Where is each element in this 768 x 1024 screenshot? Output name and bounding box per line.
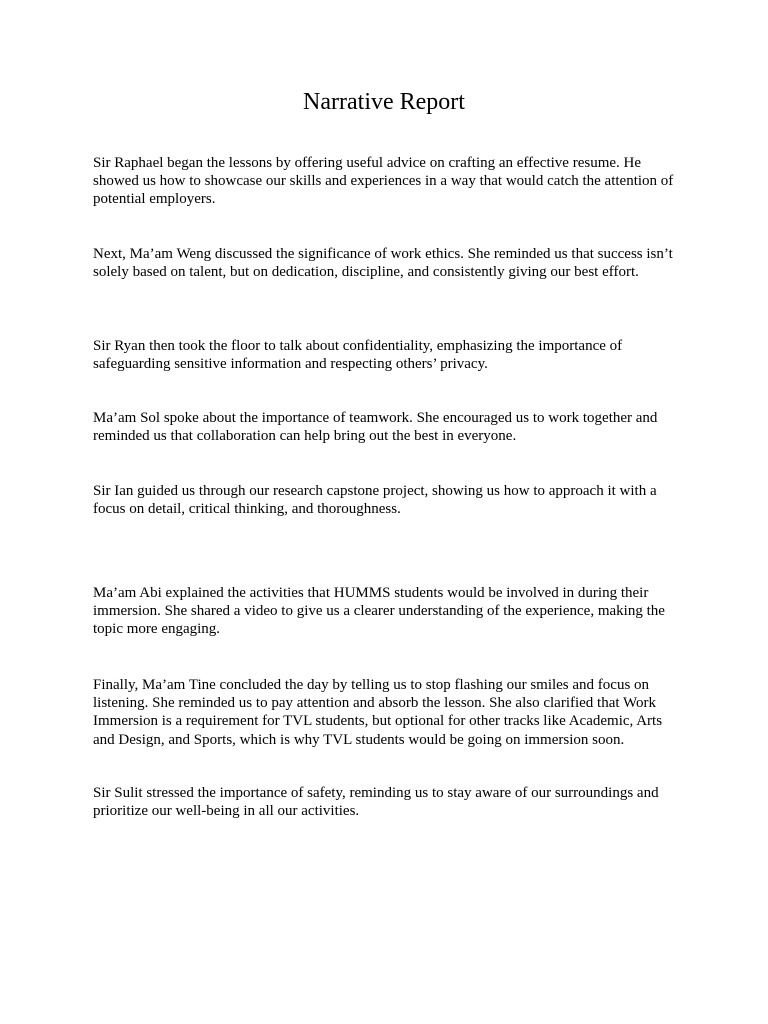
- paragraph-confidentiality: Sir Ryan then took the floor to talk about confidentiality, emphasizing the importance of safeguarding sensitive information and respecting others’ privacy.: [93, 338, 623, 373]
- paragraph-work-ethics: Next, Ma’am Weng discussed the significance of work ethics. She reminded us that success isn’t solely based on talent, but on dedication, discipline, and consistently giving our best effort.: [93, 246, 673, 281]
- paragraph-humms-immersion: Ma’am Abi explained the activities that HUMMS students would be involved in during their immersion. She shared a video to give us a clearer understanding of the experience, making the topic more engaging.: [93, 585, 665, 638]
- paragraph-safety: Sir Sulit stressed the importance of safety, reminding us to stay aware of our surroundings and prioritize our well-being in all our activities.: [93, 785, 659, 820]
- page-title: Narrative Report: [303, 89, 465, 115]
- paragraph-teamwork: Ma’am Sol spoke about the importance of teamwork. She encouraged us to work together and reminded us that collaboration can help bring out the best in everyone.: [93, 410, 658, 445]
- paragraph-research-capstone: Sir Ian guided us through our research capstone project, showing us how to approach it with a focus on detail, critical thinking, and thoroughness.: [93, 483, 657, 518]
- paragraph-work-immersion: Finally, Ma’am Tine concluded the day by telling us to stop flashing our smiles and focus on listening. She reminded us to pay attention and absorb the lesson. She also clarified that Work Immersion is a requirement for TVL students, but optional for other tracks like Academic, Arts and Design, and Sports, which is why TVL students would be going on immersion soon.: [93, 677, 663, 748]
- paragraph-resume-advice: Sir Raphael began the lessons by offering useful advice on crafting an effective resume. He showed us how to showcase our skills and experiences in a way that would catch the attention of potential employers.: [93, 155, 674, 208]
